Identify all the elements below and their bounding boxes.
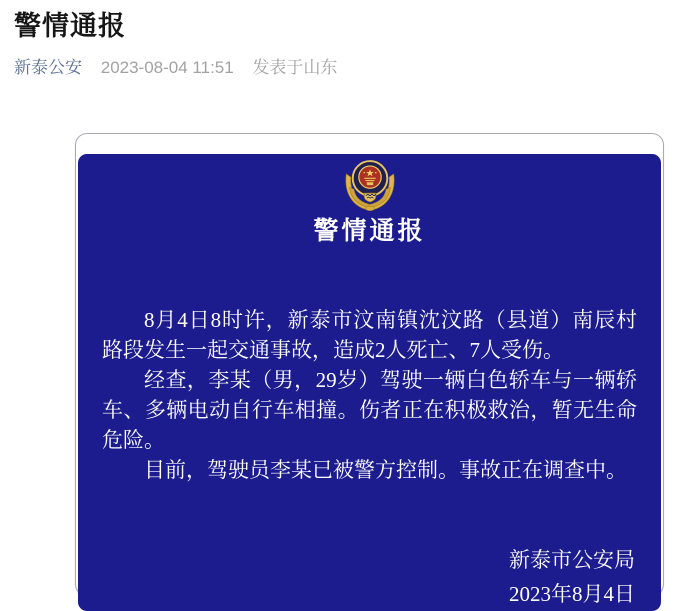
account-name-link[interactable]: 新泰公安 — [14, 58, 82, 77]
notice-paragraph: 目前，驾驶员李某已被警方控制。事故正在调查中。 — [144, 458, 627, 482]
notice-card — [78, 154, 661, 611]
signature-date: 2023年8月4日 — [509, 582, 635, 606]
notice-paragraph: 经查，李某（男，29岁）驾驶一辆白色轿车与一辆轿车、多辆电动自行车相撞。伤者正在积极救治，暂无生命危险。 — [102, 368, 637, 452]
publish-timestamp: 2023-08-04 11:51 — [100, 58, 234, 77]
notice-image[interactable] — [75, 133, 664, 606]
police-badge-icon — [78, 154, 661, 213]
notice-signature — [78, 543, 661, 611]
article-meta — [14, 57, 337, 79]
publish-location: 发表于山东 — [252, 58, 338, 77]
notice-body — [78, 305, 661, 485]
notice-paragraph: 8月4日8时许，新泰市汶南镇沈汶路（县道）南辰村路段发生一起交通事故，造成2人死亡、7人受伤。 — [102, 308, 637, 362]
signature-org: 新泰市公安局 — [509, 548, 635, 572]
page-title: 警情通报 — [14, 11, 126, 41]
notice-title: 警情通报 — [313, 218, 426, 245]
